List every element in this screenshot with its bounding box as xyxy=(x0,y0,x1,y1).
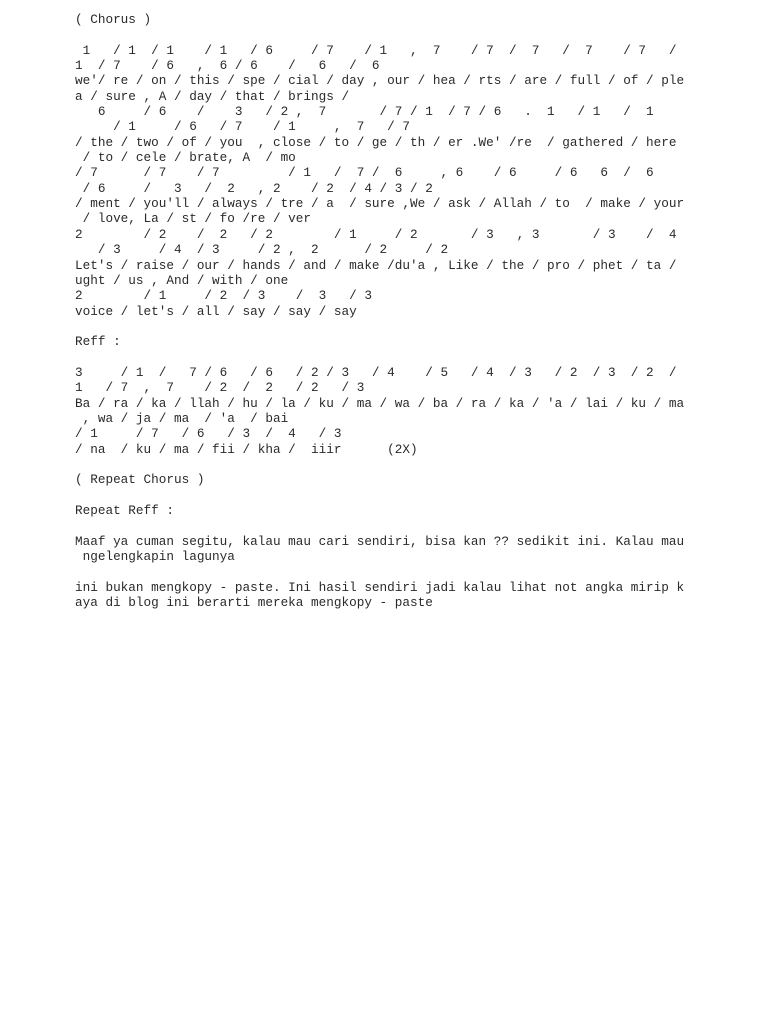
chorus-block xyxy=(75,42,685,319)
chorus-line: / ment / you'll / always / tre / a / sure ,We / ask / Allah / to / make / your xyxy=(75,196,685,212)
repeat-reff-label: Repeat Reff : xyxy=(75,503,174,518)
reff-line: Ba / ra / ka / llah / hu / la / ku / ma / wa / ba / ra / ka / 'a / lai / ku / ma xyxy=(75,395,685,411)
chorus-line: / 7 / 7 / 7 / 1 / 7 / 6 , 6 / 6 / 6 6 / 6 xyxy=(75,165,654,181)
reff-heading: Reff : xyxy=(75,334,121,350)
reff-line: / na / ku / ma / fii / kha / iiir (2X) xyxy=(75,441,418,457)
chorus-line: 2 / 2 / 2 / 2 / 1 / 2 / 3 , 3 / 3 / 4 xyxy=(75,226,677,242)
disclaimer-line: aya di blog ini berarti mereka mengkopy - paste xyxy=(75,595,433,611)
chorus-line: / to / cele / brate, A / mo xyxy=(75,150,296,166)
reff-line: , wa / ja / ma / 'a / bai xyxy=(75,410,289,426)
note-paragraph xyxy=(75,533,685,565)
reff-line: 3 / 1 / 7 / 6 / 6 / 2 / 3 / 4 / 5 / 4 / 3 / 2 / 3 / 2 / xyxy=(75,364,677,380)
chorus-line: / 1 / 6 / 7 / 1 , 7 / 7 xyxy=(75,119,411,135)
chorus-line: 6 / 6 / 3 / 2 , 7 / 7 / 1 / 7 / 6 . 1 / 1 / 1 xyxy=(75,104,654,120)
spacer xyxy=(75,564,675,579)
chorus-line: ught / us , And / with / one xyxy=(75,272,289,288)
reff-block xyxy=(75,364,685,457)
reff-line: 1 / 7 , 7 / 2 / 2 / 2 / 3 xyxy=(75,380,365,396)
chorus-line: a / sure , A / day / that / brings / xyxy=(75,88,350,104)
spacer xyxy=(75,457,675,472)
note-line: Maaf ya cuman segitu, kalau mau cari sendiri, bisa kan ?? sedikit ini. Kalau mau xyxy=(75,533,685,549)
lyrics-page xyxy=(75,12,685,611)
chorus-line: voice / let's / all / say / say / say xyxy=(75,303,357,319)
spacer xyxy=(75,27,675,42)
chorus-line: 2 / 1 / 2 / 3 / 3 / 3 xyxy=(75,288,372,304)
spacer xyxy=(75,350,675,365)
note-line: ngelengkapin lagunya xyxy=(75,549,235,565)
chorus-line: we'/ re / on / this / spe / cial / day , our / hea / rts / are / full / of / ple xyxy=(75,73,685,89)
chorus-line: / 6 / 3 / 2 , 2 / 2 / 4 / 3 / 2 xyxy=(75,180,433,196)
repeat-chorus-label: ( Repeat Chorus ) xyxy=(75,472,205,488)
chorus-line: Let's / raise / our / hands / and / make /du'a , Like / the / pro / phet / ta / xyxy=(75,257,677,273)
disclaimer-paragraph xyxy=(75,579,685,611)
chorus-heading: ( Chorus ) xyxy=(75,12,152,27)
chorus-line: / 3 / 4 / 3 / 2 , 2 / 2 / 2 xyxy=(75,242,449,258)
reff-line: / 1 / 7 / 6 / 3 / 4 / 3 xyxy=(75,426,342,442)
chorus-line: / love, La / st / fo /re / ver xyxy=(75,211,312,227)
chorus-line: / the / two / of / you , close / to / ge / th / er .We' /re / gathered / here xyxy=(75,134,677,150)
spacer xyxy=(75,488,675,503)
chorus-line: 1 / 1 / 1 / 1 / 6 / 7 / 1 , 7 / 7 / 7 / 7 / 7 / xyxy=(75,42,677,58)
disclaimer-line: ini bukan mengkopy - paste. Ini hasil sendiri jadi kalau lihat not angka mirip k xyxy=(75,579,685,595)
spacer xyxy=(75,518,675,533)
chorus-line: 1 / 7 / 6 , 6 / 6 / 6 / 6 xyxy=(75,58,380,74)
spacer xyxy=(75,319,675,334)
